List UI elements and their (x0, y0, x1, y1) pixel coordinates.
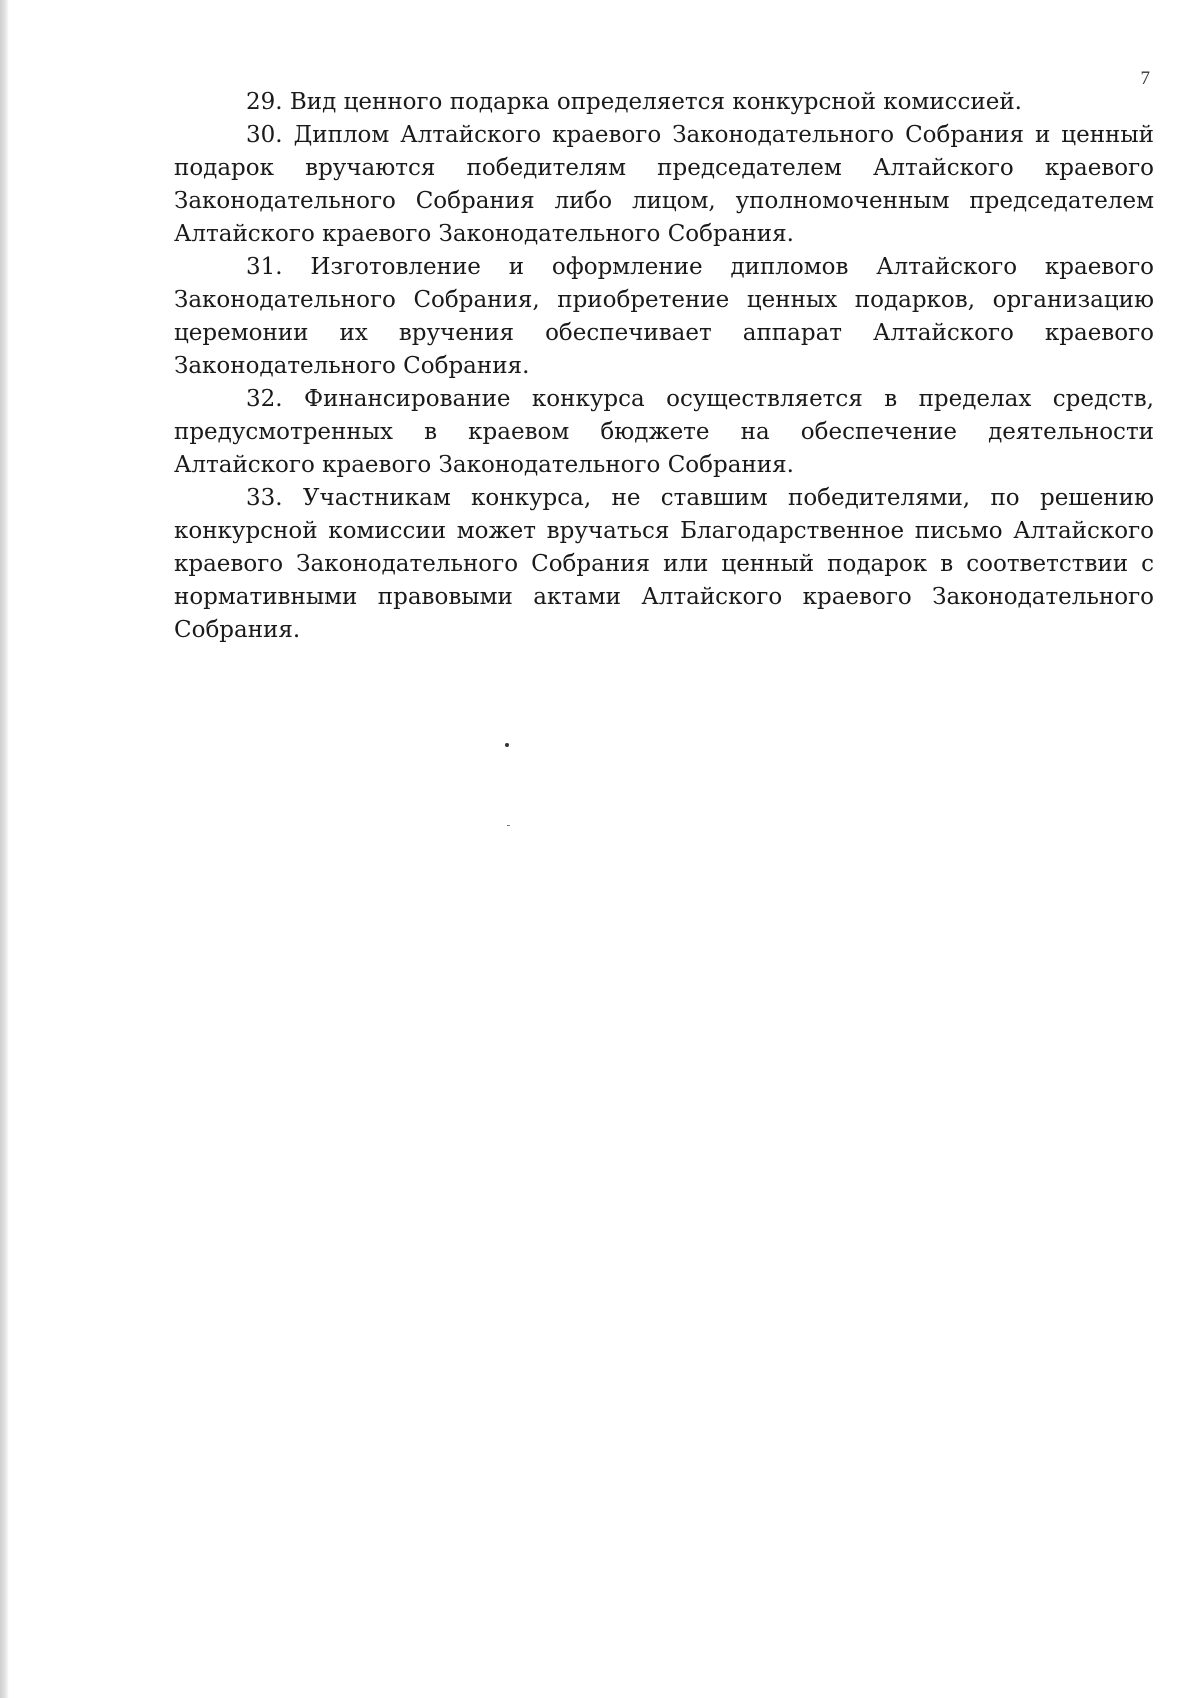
scan-artifact-dot (505, 743, 509, 747)
page-number: 7 (1140, 68, 1150, 89)
paragraph-33: 33. Участникам конкурса, не ставшим победителями, по решению конкурсной комиссии может вручаться Благодарственное письмо Алтайского краевого Законодательного Собрания или ценный подарок в соответствии с нормативными правовыми актами Алтайского краевого Законодательного Собрания. (174, 485, 1154, 643)
paragraph-30: 30. Диплом Алтайского краевого Законодательного Собрания и ценный подарок вручаются победителям председателем Алтайского краевого Законодательного Собрания либо лицом, уполномоченным председателем Алтайского краевого Законодательного Собрания. (174, 122, 1154, 247)
scan-left-edge (0, 0, 9, 1698)
document-body (174, 86, 1154, 647)
paragraph-32: 32. Финансирование конкурса осуществляется в пределах средств, предусмотренных в краевом бюджете на обеспечение деятельности Алтайского краевого Законодательного Собрания. (174, 386, 1154, 478)
paragraph-31: 31. Изготовление и оформление дипломов Алтайского краевого Законодательного Собрания, приобретение ценных подарков, организацию церемонии их вручения обеспечивает аппарат Алтайского краевого Законодательного Собрания. (174, 254, 1154, 379)
paragraph-29: 29. Вид ценного подарка определяется конкурсной комиссией. (246, 89, 1022, 115)
scan-artifact-mark (507, 825, 510, 826)
